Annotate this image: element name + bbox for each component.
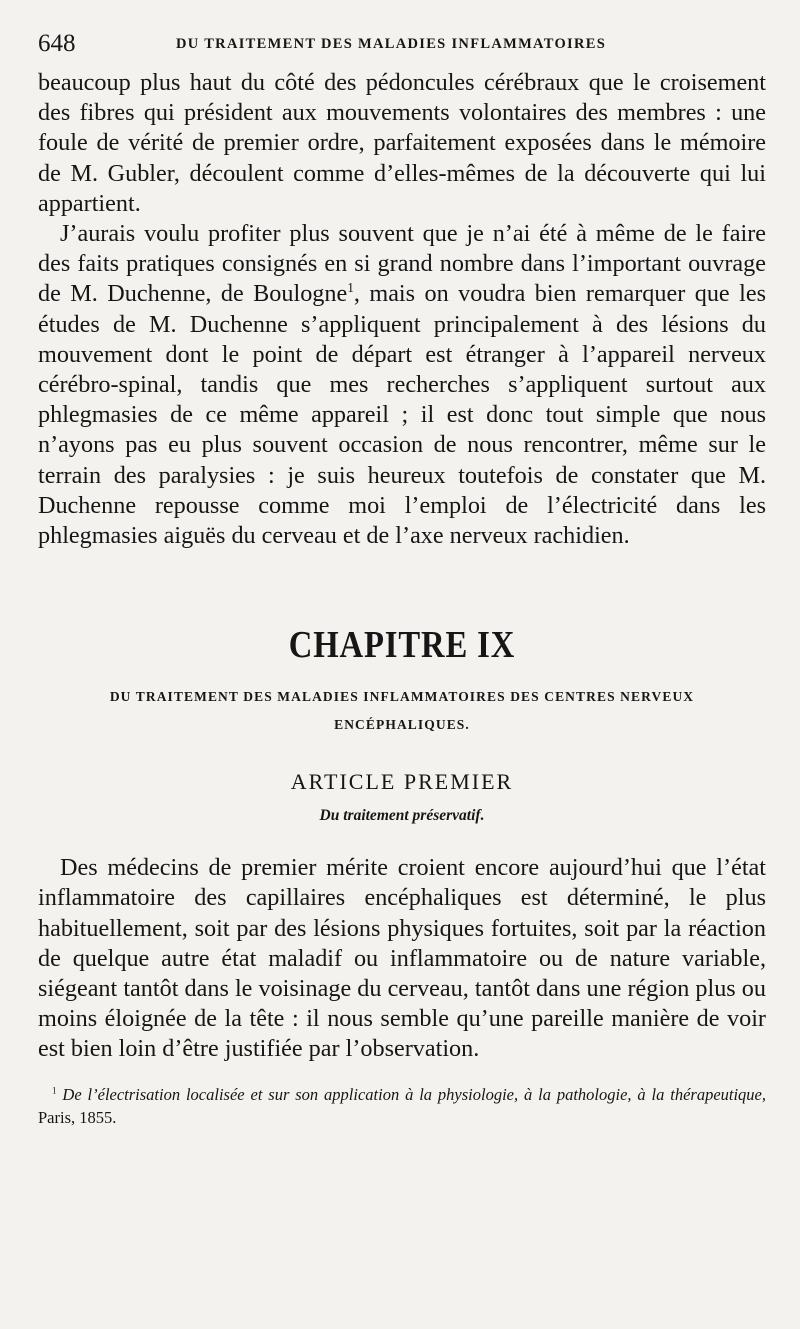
paragraph-duchenne-text-a: J’aurais voulu profiter plus souvent que je n’ai été à même de le faire des faits pratiques consignés en si grand nombre dans l’important ouvrage de M. Duchenne, de Boulogne [38,220,766,308]
article-subtitle: Du traitement préservatif. [319,807,485,825]
paragraph-article-body: Des médecins de premier mérite croient encore aujourd’hui que l’état inflammatoire des capillaires encéphaliques est déterminé, le plus habituellement, soit par des lésions physiques fortuites, soit par la réaction de quelque autre état maladif ou inflammatoire ou de nature variable, siégeant tantôt dans le voisinage du cerveau, tantôt dans une région plus ou moins éloignée de la tête : il nous semble qu’une pareille manière de voir est bien loin d’être justifiée par l’observation. [38,854,766,1063]
footnote-publication: , Paris, 1855. [38,1084,767,1127]
running-head [38,28,766,68]
page-number: 648 [38,30,76,57]
footnote-marker: 1 [52,1085,57,1096]
book-page [38,28,766,1145]
footnote [38,1083,766,1129]
paragraph-duchenne [38,219,766,551]
footnote-title: De l’électrisation localisée et sur son application à la physiologie, à la pathologie, à la thérapeutique [62,1084,762,1104]
chapter-title: CHAPITRE IX [288,624,516,667]
running-title: DU TRAITEMENT DES MALADIES INFLAMMATOIRES [176,36,607,52]
chapter-subtitle: DU TRAITEMENT DES MALADIES INFLAMMATOIRES DES CENTRES NERVEUX ENCÉPHALIQUES. [109,689,695,733]
paragraph-duchenne-text-b: , mais on voudra bien remarquer que les études de M. Duchenne s’appliquent principalement à des lésions du mouvement dont le point de départ est étranger à l’appareil nerveux cérébro-spinal, tandis que mes recherches s’appliquent surtout aux phlegmasies de ce même appareil ; il est donc tout simple que nous n’ayons pas eu plus souvent occasion de nous rencontrer, même sur le terrain des paralysies : je suis heureux toutefois de constater que M. Duchenne repousse comme moi l’emploi de l’électricité dans les phlegmasies aiguës du cerveau et de l’axe nerveux rachidien. [38,280,766,550]
article-title: ARTICLE PREMIER [290,769,514,795]
footnote-reference: 1 [347,280,354,296]
paragraph-continued: beaucoup plus haut du côté des pédoncules cérébraux que le croisement des fibres qui président aux mouvements volontaires des membres : une foule de vérité de premier ordre, parfaitement exposées dans le mémoire de M. Gubler, découlent comme d’elles-mêmes de la découverte qui lui appartient. [38,69,766,217]
